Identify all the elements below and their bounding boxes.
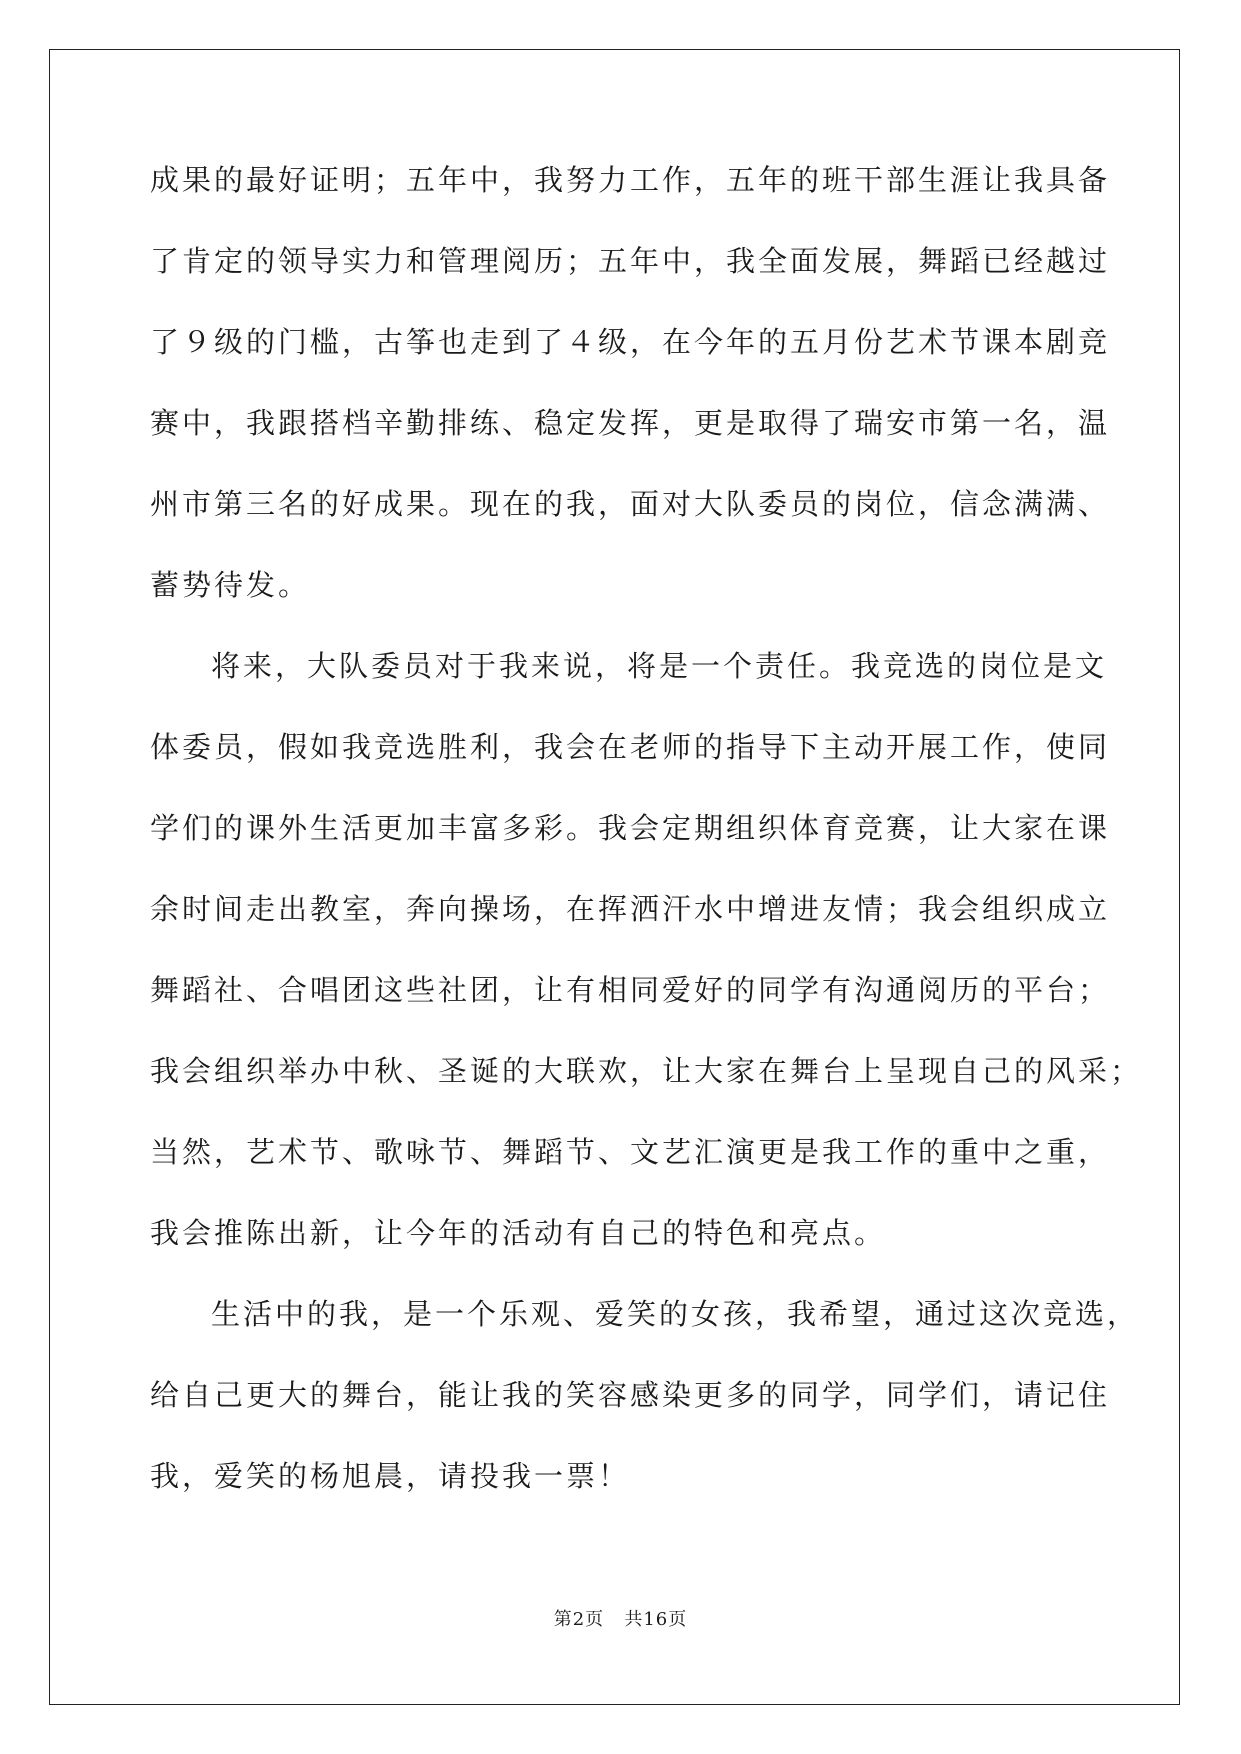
paragraph-2-line-4: 余时间走出教室，奔向操场，在挥洒汗水中增进友情；我会组织成立 (150, 892, 1111, 926)
paragraph-2-line-6: 我会组织举办中秋、圣诞的大联欢，让大家在舞台上呈现自己的风采； (150, 1054, 1143, 1088)
paragraph-1-line-1: 成果的最好证明；五年中，我努力工作，五年的班干部生涯让我具备 (150, 163, 1111, 197)
paragraph-2-line-1: 将来，大队委员对于我来说，将是一个责任。我竞选的岗位是文 (211, 649, 1108, 683)
paragraph-3-line-2: 给自己更大的舞台，能让我的笑容感染更多的同学，同学们，请记住 (150, 1378, 1111, 1412)
paragraph-3-line-3: 我，爱笑的杨旭晨，请投我一票！ (150, 1459, 631, 1493)
paragraph-2-line-5: 舞蹈社、合唱团这些社团，让有相同爱好的同学有沟通阅历的平台； (150, 973, 1111, 1007)
paragraph-2-line-2: 体委员，假如我竞选胜利，我会在老师的指导下主动开展工作，使同 (150, 730, 1111, 764)
paragraph-2-line-3: 学们的课外生活更加丰富多彩。我会定期组织体育竞赛，让大家在课 (150, 811, 1111, 845)
paragraph-1-line-3: 了９级的门槛，古筝也走到了４级，在今年的五月份艺术节课本剧竞 (150, 325, 1111, 359)
paragraph-3-line-1: 生活中的我，是一个乐观、爱笑的女孩，我希望，通过这次竞选， (211, 1297, 1140, 1331)
paragraph-1-line-2: 了肯定的领导实力和管理阅历；五年中，我全面发展，舞蹈已经越过 (150, 244, 1111, 278)
document-body (150, 160, 1143, 1537)
paragraph-1-line-5: 州市第三名的好成果。现在的我，面对大队委员的岗位，信念满满、 (150, 487, 1111, 521)
page-total: 共16页 (624, 1609, 688, 1630)
paragraph-1-line-4: 赛中，我跟搭档辛勤排练、稳定发挥，更是取得了瑞安市第一名，温 (150, 406, 1111, 440)
paragraph-2-line-7: 当然，艺术节、歌咏节、舞蹈节、文艺汇演更是我工作的重中之重， (150, 1135, 1111, 1169)
page-footer (0, 1608, 1241, 1632)
paragraph-1-line-6: 蓄势待发。 (150, 568, 311, 602)
paragraph-2-line-8: 我会推陈出新，让今年的活动有自己的特色和亮点。 (150, 1216, 887, 1250)
page-number: 第2页 (553, 1609, 605, 1630)
